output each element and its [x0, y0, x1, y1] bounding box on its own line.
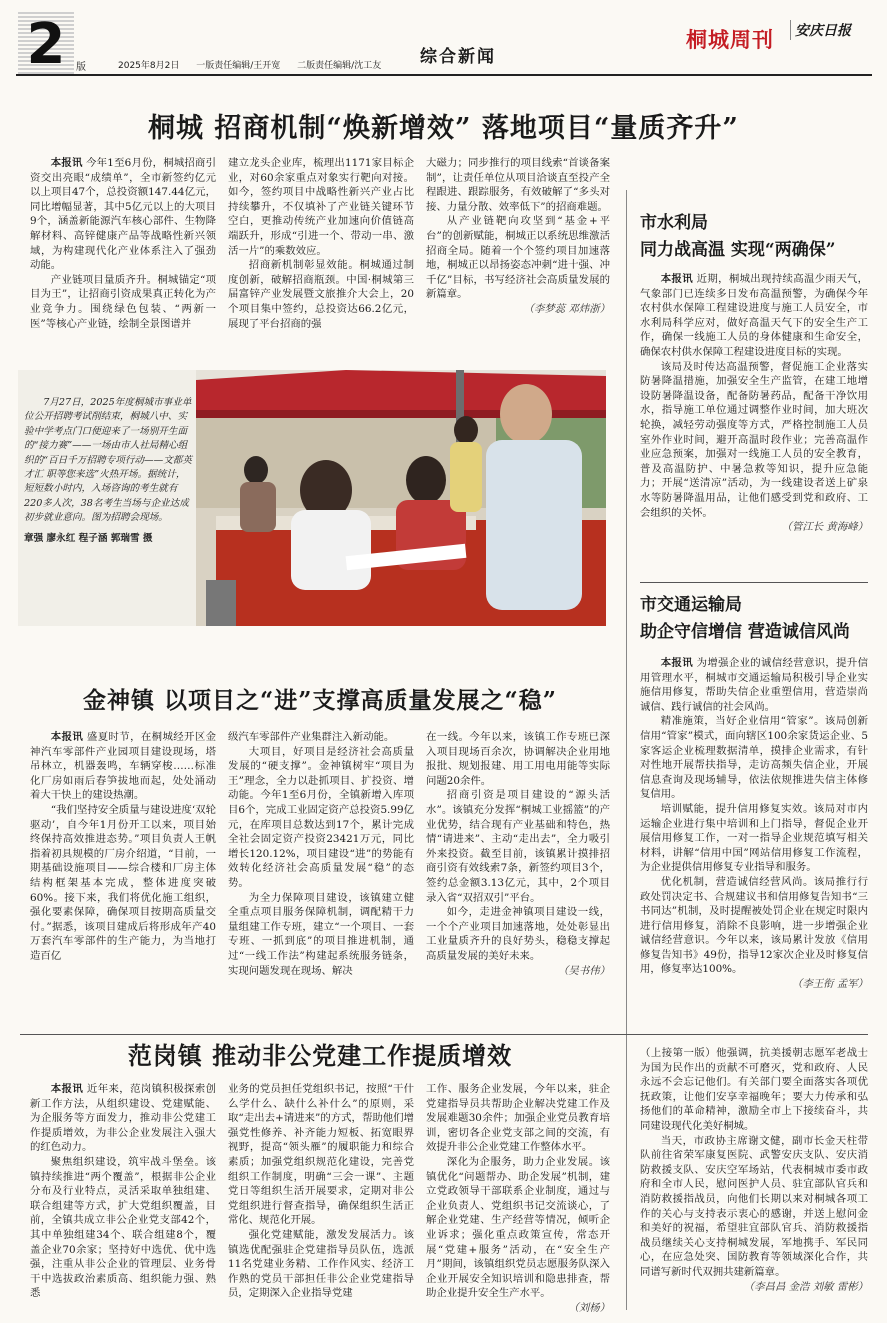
article2-lead: 本报讯	[50, 731, 84, 743]
side1-p1: 近期，桐城出现持续高温少雨天气，气象部门已连续多日发布高温预警，为确保今年农村供水保障工程建设进度与施工人员安全，市水利局科学应对，做好高温天气下的安全生产工作，确保一线施工人员的身体健康和生命安全，确保农村供水保障工程建设进度目标的实现。	[640, 273, 869, 358]
paper-name: 安庆日报	[790, 20, 851, 40]
article3-c2-p2: 强化党建赋能，激发发展活力。该镇选优配强驻企党建指导员队伍，选派11名党建业务精、工作作风实、经济工作熟的党员干部担任非公企业党建指导员，定期深入企业指导党建	[228, 1228, 414, 1300]
article1-lead: 本报讯	[50, 157, 83, 169]
side2-body	[640, 656, 868, 992]
article3-c1-p2: 聚焦组织建设，筑牢战斗堡垒。该镇持续推进“两个覆盖”，根据非公企业分布及行业特点，灵活采取单独组建、联合组建等方式，扩大党组织覆盖，目前，全镇共成立非公企业党支部42个，其中单独组建34个、联合组建8个，覆盖企业70余家；坚持好中选优、优中选强，注重从非公企业的管理层、业务骨干中选拔政治素质高、组织能力强、熟悉	[30, 1155, 216, 1300]
article3-col3	[426, 1082, 610, 1316]
photo-caption	[24, 396, 194, 546]
article2-col2	[228, 730, 414, 978]
masthead-rule	[16, 74, 872, 76]
article2-c2-p3: 为全力保障项目建设，该镇建立健全重点项目服务保障机制，调配精干力量组建工作专班，建立“一个项目、一套专班、一抓到底”的项目推进机制，通过“一线工作法”构建起系统服务链条，实现问题发现在现场、解决	[228, 891, 414, 977]
editor-two: 二版责任编辑/沈工友	[297, 61, 382, 71]
header-meta	[118, 58, 395, 71]
side2-byline: （李王衔 孟军）	[791, 978, 868, 991]
article1-c1-p1: 今年1至6月份，桐城招商引资交出亮眼“成绩单”，全市新签约亿元以上项目47个，总投资额147.44亿元，同比增幅显著，其中5亿元以上的大项目9个，涵盖新能源汽车核心部件、生物降解材料、高锌健康产品等战略性新兴领域，为构建现代化产业体系注入了强劲动能。	[30, 157, 217, 272]
side2-p1: 为增强企业的诚信经营意识，提升信用管理水平，桐城市交通运输局积极引导企业实施信用修复，帮助失信企业重塑信用，营造崇尚诚信、践行诚信的社会风尚。	[640, 657, 869, 713]
article3-title: 范岗镇 推动非公党建工作提质增效	[127, 1041, 513, 1070]
side2-p2: 精准施策，当好企业信用“管家”。该局创新信用“管家”模式，面向辖区100余家货运企业、5家客运企业梳理数据清单，摸排企业需求，有针对性地开展帮扶指导，走访高频失信企业，开展信息查询及现场辅导，依法依规推进失信主体修复信用。	[640, 715, 868, 801]
article1-c1-p2: 产业链项目量质齐升。桐城锚定“项目为王”，让招商引资成果真正转化为产业竞争力。围绕绿色包装、“两新一医”等核心产业链，绘制全景图谱并	[30, 273, 216, 330]
article2-c1-p2: “我们坚持安全质量与建设进度‘双轮驱动’，自今年1月份开工以来，项目始终保持高效推进态势。”项目负责人王帆指着初具规模的厂房介绍道，“目前，一期基础设施项目——综合楼和厂房主体结构框架基本完成，整体进度突破60%。接下来，我们将优化施工组织，强化要素保障，确保项目按期高质量交付。”据悉，该项目建成后将形成年产40万套汽车零部件的生产能力，为当地打造百亿	[30, 803, 216, 962]
article1-c3-p2: 从产业链靶向攻坚到“基金+平台”的创新赋能，桐城正以系统思维激活招商全局。随着一个个签约项目加速落地，桐城正以昂扬姿态冲刺“进十强、冲千亿”目标，书写经济社会高质量发展的新篇章。	[426, 215, 610, 301]
recruitment-photo-illustration	[196, 370, 606, 626]
article2-c3-p3: 如今，走进金神镇项目建设一线，一个个产业项目加速落地，处处彰显出工业量质齐升的良好势头，稳稳支撑起高质量发展的美好未来。	[426, 906, 610, 962]
side1-heading	[640, 210, 835, 264]
editor-one: 一版责任编辑/王开宽	[196, 61, 281, 71]
side1-heading-line2: 同力战高温 实现“两确保”	[640, 240, 836, 260]
side3-p1: （上接第一版）他强调，抗美援朝志愿军老战士为国为民作出的贡献不可磨灭，党和政府、人民永远不会忘记他们。有关部门要全面落实各项优抚政策，让他们安享幸福晚年；要大力传承和弘扬他们的革命精神，激励全市上下接续奋斗，共同建设现代化美好桐城。	[640, 1047, 868, 1132]
side2-p3: 培训赋能，提升信用修复实效。该局对市内运输企业进行集中培训和上门指导，督促企业开展信用修复工作，一对一指导企业规范填写相关材料，讲解“信用中国”网站信用修复工作流程，为企业提供信用修复专业指导和服务。	[640, 802, 868, 874]
article2-col3	[426, 730, 610, 978]
side1-heading-line1: 市水利局	[640, 213, 708, 233]
side3-body	[640, 1046, 868, 1294]
issue-date: 2025年8月2日	[118, 61, 180, 71]
article2-title: 金神镇 以项目之“进”支撑高质量发展之“稳”	[83, 687, 557, 714]
article2-c2-p2: 大项目，好项目是经济社会高质量发展的“硬支撑”。金神镇树牢“项目为王”理念，全力以赴抓项目、扩投资、增动能。今年1至6月份，全镇新增入库项目6个，完成工业固定资产总投资5.99亿元，在库项目总数达到17个，累计完成全社会固定资产投资23421万元，同比增长120.12%，项目建设“进”的势能有效转化经济社会高质量发展“稳”的态势。	[228, 745, 414, 889]
side1-p2: 该局及时传达高温预警，督促施工企业落实防暑降温措施，加强安全生产监管，在建工地增设防暑降温设备，配备防暑药品，配备干净饮用水，指导施工单位通过调整作业时间，加大班次轮换，减轻劳动强度等方式，严格控制施工人员室外作业时间，避开高温时段作业；完善高温作业应急预案，加强对一线施工人员的安全教育，普及高温防护、中暑急救等知识，提升应急能力；开展“送清凉”活动，为一线建设者送上矿泉水等防暑降温用品，让他们感受到党和政府、工会组织的关怀。	[640, 360, 868, 519]
article2-c3-p1: 在一线。今年以来，该镇工作专班已深入项目现场百余次，协调解决企业用地报批、规划报建、用工用电用能等实际问题20余件。	[426, 731, 610, 787]
article2-c3-p2: 招商引资是项目建设的“源头活水”。该镇充分发挥“桐城工业摇篮”的产业优势，结合现有产业基础和特色，热情“请进来”、主动“走出去”，全力吸引外来投资。截至目前，该镇累计摸排招商引资有效线索7条，新签约项目3个，签约总金额3.13亿元，其中，2个项目录入省“双招双引”平台。	[426, 789, 610, 904]
recruitment-photo	[196, 370, 606, 626]
photo-caption-text: 7月27日，2025年度桐城市事业单位公开招聘考试削结束，桐城八中、实验中学考点门口便迎来了一场别开生面的“接力赛”——一场由市人社局精心组织的“百日千万招聘专项行动——文都英才汇 职等您来选”火热开场。据统计，短短数小时内，入场咨询的考生就有220多人次，38名考生当场与企业达成初步就业意向。图为招聘会现场。	[24, 397, 192, 524]
page-ban-label: 版	[76, 62, 86, 73]
side1-body	[640, 272, 868, 535]
article3-col2	[228, 1082, 414, 1301]
article1-col3	[426, 156, 610, 317]
article1-title: 桐城 招商机制“焕新增效” 落地项目“量质齐升”	[148, 113, 739, 144]
article1-c3-p1: 大磁力；同步推行的项目线索“首谈备案制”，让责任单位从项目洽谈直至投产全程跟进、跟踪服务，有效破解了“多头对接、力量分散、效率低下”的招商难题。	[426, 157, 610, 213]
weekly-title: 桐城周刊	[686, 27, 774, 52]
side1-lead: 本报讯	[660, 273, 693, 285]
column-divider	[626, 190, 627, 1310]
side1-byline: （管江长 黄海峰）	[781, 521, 868, 534]
article3-lead: 本报讯	[50, 1083, 84, 1095]
article1-col1	[30, 156, 216, 331]
article1-col2	[228, 156, 414, 331]
side2-heading-line1: 市交通运输局	[640, 595, 742, 615]
article3-col1	[30, 1082, 216, 1301]
article2-c2-p1: 级汽车零部件产业集群注入新动能。	[228, 731, 395, 743]
side2-heading-line2: 助企守信增信 营造诚信风尚	[640, 622, 850, 642]
article3-c2-p1: 业务的党员担任党组织书记，按照“干什么学什么、缺什么补什么”的原则，采取“走出去+请进来”的方式，帮助他们增强党性修养、补齐能力短板、拓宽眼界视野，提高“领头雁”的履职能力和综合素质；加强党组织规范化建设，完善党组织工作制度，明确“三会一课”、主题党日等组织生活开展要求，定期对非公党组织进行督查指导，确保组织生活正常化、规范化开展。	[228, 1083, 414, 1227]
side2-p4: 优化机制，营造诚信经营风尚。该局推行行政处罚决定书、合规建议书和信用修复告知书“三书同达”机制，及时提醒被处罚企业在规定时限内进行信用修复，消除不良影响，进一步增强企业诚信经营意识。今年以来，该局累计发放《信用修复告知书》49份，指导12家次企业及时修复信用，修复率达100%。	[640, 875, 868, 976]
page-number: 2	[26, 12, 66, 77]
article3-c3-p2: 深化为企服务，助力企业发展。该镇优化“问题帮办、助企发展”机制，建立党政领导干部联系企业制度，通过与企业负责人、党组织书记交流谈心，了解企业党建、生产经营等情况，倾听企业诉求；强化重点政策宣传，常态开展“党建+服务”活动，在“安全生产月”期间，该镇组织党员志愿服务队深入企业开展安全知识培训和隐患排查，帮助企业提升安全生产水平。	[426, 1155, 610, 1300]
article2-col1	[30, 730, 216, 964]
article3-c1-p1: 近年来，范岗镇积极探索创新工作方法，从组织建设、党建赋能、为企服务等方面发力，推动非公党建工作提质增效，为非公企业发展注入强大的红色动力。	[30, 1083, 217, 1154]
article3-c3-p1: 工作、服务企业发展，今年以来，驻企党建指导员共帮助企业解决党建工作及发展难题30余件；加强企业党员教育培训，密切各企业党支部之间的交流，有效提升非公企业党建工作整体水平。	[426, 1083, 610, 1154]
article2-c1-p1: 盛夏时节，在桐城经开区金神汽车零部件产业园项目建设现场，塔吊林立，机器轰鸣，车辆穿梭……标准化厂房如雨后春笋拔地而起，处处涌动着大干快上的建设热潮。	[30, 731, 217, 802]
side-divider-1	[640, 582, 868, 583]
side3-byline: （李昌昌 金浩 刘敏 雷彬）	[743, 1280, 868, 1293]
photo-credit: 章强 廖永红 程子涵 郭瑞雪 摄	[24, 532, 153, 544]
article3-byline: （刘杨）	[568, 1301, 610, 1314]
section-divider	[20, 1034, 868, 1035]
article1-c2-p1: 建立龙头企业库，梳理出1171家目标企业，对60余家重点对象实行靶向对接。如今，签约项目中战略性新兴产业占比持续攀升，不仅填补了产业链关键环节空白，更推动传统产业加速向价值链高端跃升，形成“引进一个、带动一串、激活一片”的乘数效应。	[228, 157, 414, 257]
article1-c2-p2: 招商新机制彰显效能。桐城通过制度创新，破解招商瓶颈。中国·桐城第三届富锌产业发展暨文旅推介大会上，20个项目集中签约，总投资达66.2亿元，展现了平台招商的强	[228, 259, 414, 330]
side2-heading	[640, 592, 850, 646]
side3-p2: 当天，市政协主席谢文健，副市长金天柱带队前往省荣军康复医院、武警安庆支队、安庆消防救援支队、安庆空军场站，代表桐城市委市政府和全市人民，慰问医护人员、驻宜部队官兵和消防救援指战员，向他们长期以来对桐城各项工作的关心与支持表示衷心的感谢，并送上慰问金和美好的祝福，希望驻宜部队官兵、消防救援指战员继续关心支持桐城发展，军地携手、军民同心，在应急处突、国防教育等领域深化合作，共同谱写新时代双拥共建新篇章。	[640, 1134, 868, 1278]
side2-lead: 本报讯	[660, 657, 693, 669]
article2-byline: （吴书伟）	[558, 964, 610, 977]
article1-byline: （李梦蕊 邓炜浙）	[523, 302, 610, 315]
section-name: 综合新闻	[420, 47, 496, 67]
